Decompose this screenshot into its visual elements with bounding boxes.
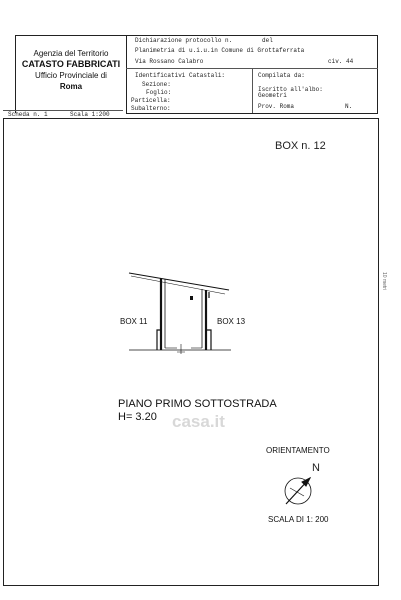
iscritto-label: Iscritto all'albo: — [258, 86, 323, 93]
north-label: N — [312, 462, 320, 474]
north-arrow-icon — [280, 474, 316, 508]
agency-name: Agenzia del Territorio — [33, 49, 109, 58]
planimetria-label: Planimetria di u.i.u.in Comune di Grottaferrata — [135, 47, 305, 54]
office-block — [16, 48, 126, 92]
scheda-label: Scheda n. 1 — [8, 111, 48, 118]
dichiarazione-label: Dichiarazione protocollo n. — [135, 37, 233, 44]
frame-top-border — [3, 118, 379, 119]
sezione-label: Sezione: — [142, 81, 171, 88]
box-right-label: BOX 13 — [217, 317, 246, 326]
header-office-divider — [126, 35, 127, 113]
ufficio-label: Ufficio Provinciale di — [35, 71, 107, 80]
del-label: del — [262, 37, 273, 44]
frame-bottom-border — [3, 585, 379, 586]
civic-number: civ. 44 — [328, 58, 354, 65]
catasto-title: CATASTO FABBRICATI — [21, 59, 121, 69]
orientation-label: ORIENTAMENTO — [266, 446, 330, 455]
geometri-label: Geometri — [258, 92, 287, 99]
scale-label: SCALA DI 1: 200 — [268, 515, 329, 524]
header-top-border — [15, 35, 378, 36]
margin-scale-note: 10 metri — [381, 272, 387, 291]
frame-left-border — [3, 118, 4, 586]
column-marker — [190, 296, 193, 300]
address-label: Via Rossano Calabro — [135, 58, 204, 65]
watermark: casa.it — [172, 412, 225, 431]
office-city: Roma — [59, 82, 83, 91]
roof-slope-line — [129, 273, 229, 290]
province-label: Prov. Roma — [258, 103, 295, 110]
box-left-label: BOX 11 — [120, 317, 148, 326]
floor-height: H= 3.20 — [118, 411, 157, 423]
floor-name: PIANO PRIMO SOTTOSTRADA — [118, 398, 277, 410]
header-right-border — [377, 35, 378, 113]
header-bottom-border — [126, 113, 378, 114]
foglio-label: Foglio: — [146, 89, 172, 96]
header-compilata-divider — [252, 68, 253, 113]
scala-header-label: Scala 1:200 — [70, 111, 110, 118]
floor-plan-drawing — [125, 268, 237, 360]
entry-marker — [177, 344, 185, 354]
identificativi-label: Identificativi Catastali: — [135, 72, 226, 79]
compilata-label: Compilata da: — [258, 72, 305, 79]
subalterno-label: Subalterno: — [131, 105, 171, 112]
number-label: N. — [345, 103, 353, 110]
box-title: BOX n. 12 — [275, 140, 326, 152]
frame-right-border — [378, 118, 379, 586]
roof-slope-line-inner — [131, 276, 225, 294]
particella-label: Particella: — [131, 97, 171, 104]
